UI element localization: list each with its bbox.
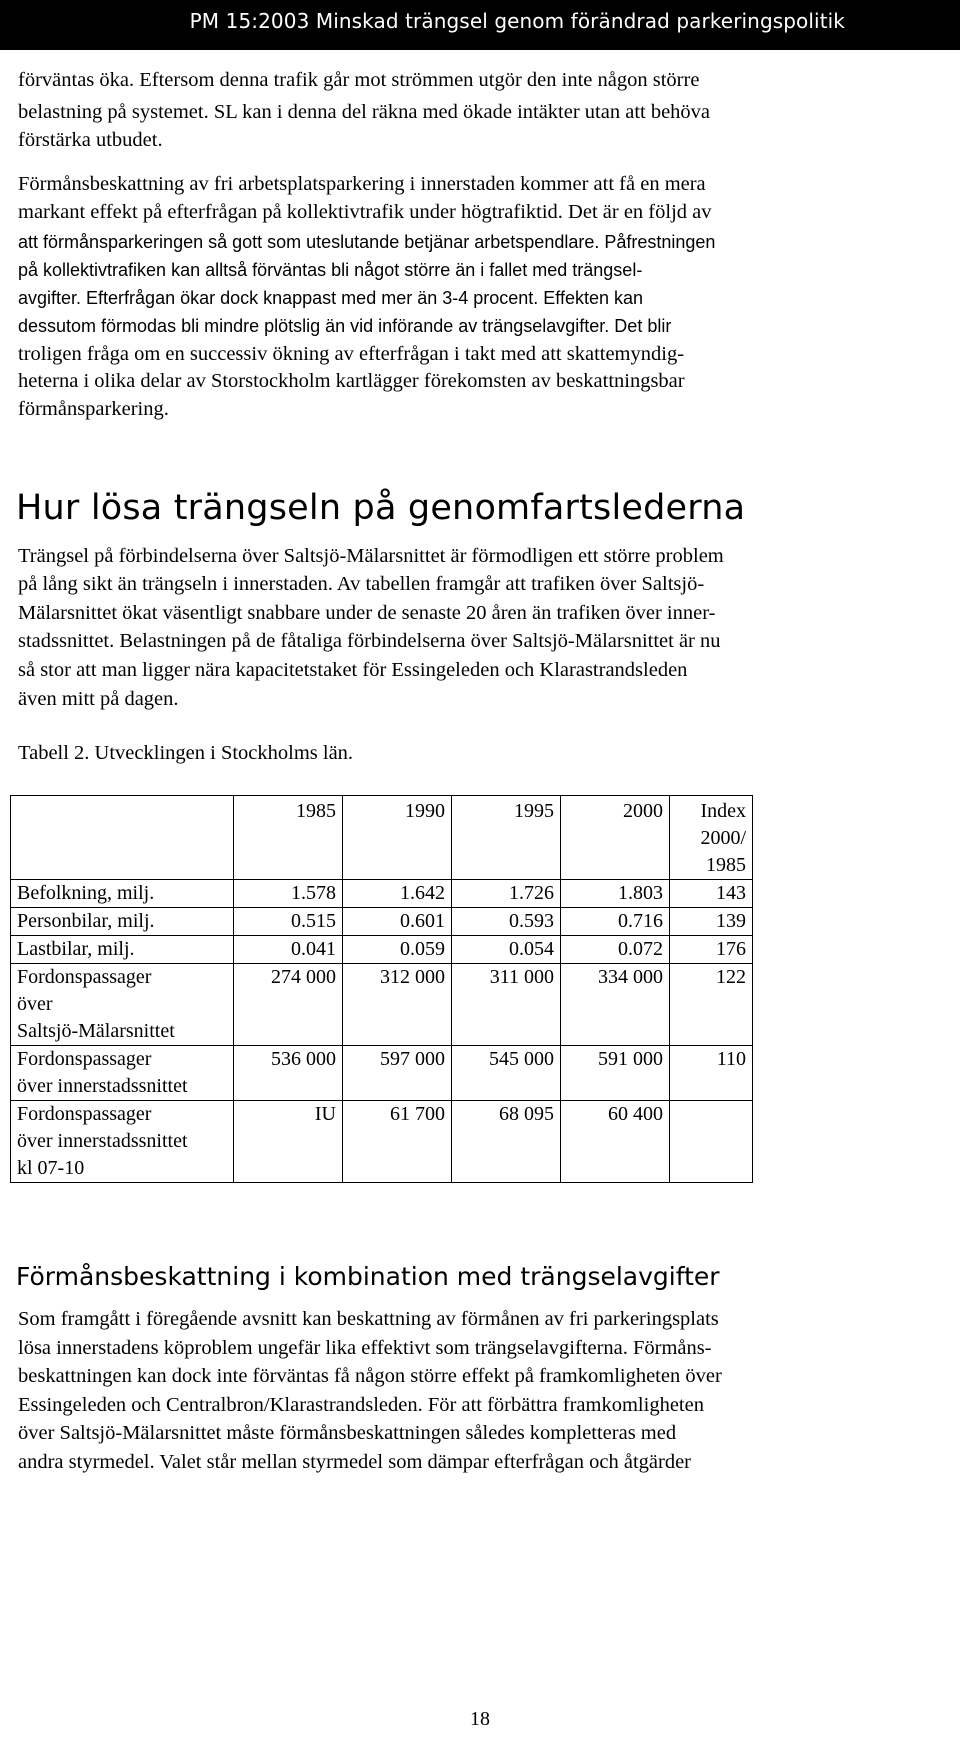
row-label-line: över innerstadssnittet — [17, 1075, 188, 1097]
table-cell: 143 — [670, 880, 753, 908]
table-cell: 545 000 — [452, 1046, 561, 1101]
running-header: PM 15:2003 Minskad trängsel genom förändrad parkeringspolitik — [189, 9, 845, 33]
statistics-table — [10, 795, 753, 1183]
row-label: Personbilar, milj. — [11, 908, 234, 936]
table-cell: 536 000 — [234, 1046, 343, 1101]
section-heading: Hur lösa trängseln på genomfartslederna — [16, 488, 746, 528]
row-label-line: Saltsjö-Mälarsnittet — [17, 1020, 175, 1042]
paragraph-line: heterna i olika delar av Storstockholm kartlägger förekomsten av beskattningsbar — [18, 370, 685, 392]
section-heading: Förmånsbeskattning i kombination med trängselavgifter — [16, 1262, 720, 1291]
table-cell: 176 — [670, 936, 753, 964]
table-cell: 0.054 — [452, 936, 561, 964]
paragraph-line: så stor att man ligger nära kapacitetstaket för Essingeleden och Klarastrandsleden — [18, 659, 688, 681]
paragraph-line: Förmånsbeskattning av fri arbetsplatsparkering i innerstaden kommer att få en mera — [18, 173, 706, 195]
header-bar — [0, 0, 960, 50]
table-cell: 591 000 — [561, 1046, 670, 1101]
table-cell: 60 400 — [561, 1101, 670, 1183]
paragraph-line: förväntas öka. Eftersom denna trafik går mot strömmen utgör den inte någon större — [18, 69, 700, 91]
table-header-row — [11, 796, 753, 880]
table-cell: 334 000 — [561, 964, 670, 1046]
paragraph-line: troligen fråga om en successiv ökning av efterfrågan i takt med att skattemyndig- — [18, 343, 685, 365]
paragraph-line: Mälarsnittet ökat väsentligt snabbare under de senaste 20 åren än trafiken över inner- — [18, 602, 716, 624]
table-cell: 68 095 — [452, 1101, 561, 1183]
table-header-cell — [670, 796, 753, 880]
table-cell: 312 000 — [343, 964, 452, 1046]
table-cell: 1.578 — [234, 880, 343, 908]
paragraph-line: lösa innerstadens köproblem ungefär lika effektivt som trängselavgifterna. Förmåns- — [18, 1337, 712, 1359]
table-header-cell: 1995 — [452, 796, 561, 880]
table-cell: 311 000 — [452, 964, 561, 1046]
row-label-line: Fordonspassager — [17, 966, 152, 988]
paragraph-line: dessutom förmodas bli mindre plötslig än vid införande av trängselavgifter. Det blir — [18, 316, 672, 336]
row-label-line: över — [17, 993, 53, 1015]
paragraph-line: beskattningen kan dock inte förväntas få någon större effekt på framkomligheten över — [18, 1365, 722, 1387]
paragraph-line: över Saltsjö-Mälarsnittet måste förmånsbeskattningen således kompletteras med — [18, 1422, 677, 1444]
table-header-cell: 1985 — [234, 796, 343, 880]
table-cell: 1.726 — [452, 880, 561, 908]
table-header-cell — [11, 796, 234, 880]
table-cell: 0.059 — [343, 936, 452, 964]
table-row — [11, 1101, 753, 1183]
table-cell: 1.803 — [561, 880, 670, 908]
table-row — [11, 880, 753, 908]
paragraph-line: på kollektivtrafiken kan alltså förväntas bli något större än i fallet med trängsel- — [18, 260, 643, 280]
paragraph-line: Essingeleden och Centralbron/Klarastrandsleden. För att förbättra framkomligheten — [18, 1394, 704, 1416]
header-index-line: 1985 — [706, 854, 746, 876]
table-cell: 597 000 — [343, 1046, 452, 1101]
paragraph-line: stadssnittet. Belastningen på de fåtaliga förbindelserna över Saltsjö-Mälarsnittet är nu — [18, 630, 721, 652]
row-label-line: kl 07-10 — [17, 1157, 85, 1179]
table-cell: 122 — [670, 964, 753, 1046]
table-row — [11, 936, 753, 964]
paragraph-line: även mitt på dagen. — [18, 688, 179, 710]
table-cell: 0.072 — [561, 936, 670, 964]
table-cell: 110 — [670, 1046, 753, 1101]
header-index-line: 2000/ — [700, 827, 746, 849]
table-row — [11, 964, 753, 1046]
paragraph-line: andra styrmedel. Valet står mellan styrmedel som dämpar efterfrågan och åtgärder — [18, 1451, 691, 1473]
paragraph-line: avgifter. Efterfrågan ökar dock knappast med mer än 3-4 procent. Effekten kan — [18, 288, 644, 308]
paragraph-line: belastning på systemet. SL kan i denna del räkna med ökade intäkter utan att behöva — [18, 101, 711, 123]
paragraph-line: förstärka utbudet. — [18, 129, 163, 151]
row-label: Lastbilar, milj. — [11, 936, 234, 964]
paragraph-line: markant effekt på efterfrågan på kollektivtrafik under högtrafiktid. Det är en följd av — [18, 201, 712, 223]
row-label — [11, 1046, 234, 1101]
table-row — [11, 1046, 753, 1101]
paragraph-line: förmånsparkering. — [18, 398, 169, 420]
row-label — [11, 964, 234, 1046]
row-label-line: Fordonspassager — [17, 1103, 152, 1125]
paragraph-line: Trängsel på förbindelserna över Saltsjö-Mälarsnittet är förmodligen ett större problem — [18, 545, 724, 567]
paragraph-line: Som framgått i föregående avsnitt kan beskattning av förmånen av fri parkeringsplats — [18, 1308, 719, 1330]
row-label: Befolkning, milj. — [11, 880, 234, 908]
row-label-line: över innerstadssnittet — [17, 1130, 188, 1152]
paragraph-line: att förmånsparkeringen så gott som uteslutande betjänar arbetspendlare. Påfrestningen — [18, 232, 716, 252]
table-cell: IU — [234, 1101, 343, 1183]
table-cell: 0.593 — [452, 908, 561, 936]
table-header-cell: 2000 — [561, 796, 670, 880]
table-row — [11, 908, 753, 936]
table-caption: Tabell 2. Utvecklingen i Stockholms län. — [18, 742, 354, 764]
table-cell: 274 000 — [234, 964, 343, 1046]
header-index-line: Index — [700, 800, 746, 822]
paragraph-line: på lång sikt än trängseln i innerstaden. Av tabellen framgår att trafiken över Saltsjö- — [18, 573, 705, 595]
row-label — [11, 1101, 234, 1183]
table-cell: 0.601 — [343, 908, 452, 936]
page-number: 18 — [470, 1708, 490, 1730]
row-label-line: Fordonspassager — [17, 1048, 152, 1070]
table-cell: 1.642 — [343, 880, 452, 908]
table-cell: 61 700 — [343, 1101, 452, 1183]
table-cell — [670, 1101, 753, 1183]
table-header-cell: 1990 — [343, 796, 452, 880]
table-cell: 0.515 — [234, 908, 343, 936]
table-cell: 139 — [670, 908, 753, 936]
table-cell: 0.716 — [561, 908, 670, 936]
table-cell: 0.041 — [234, 936, 343, 964]
